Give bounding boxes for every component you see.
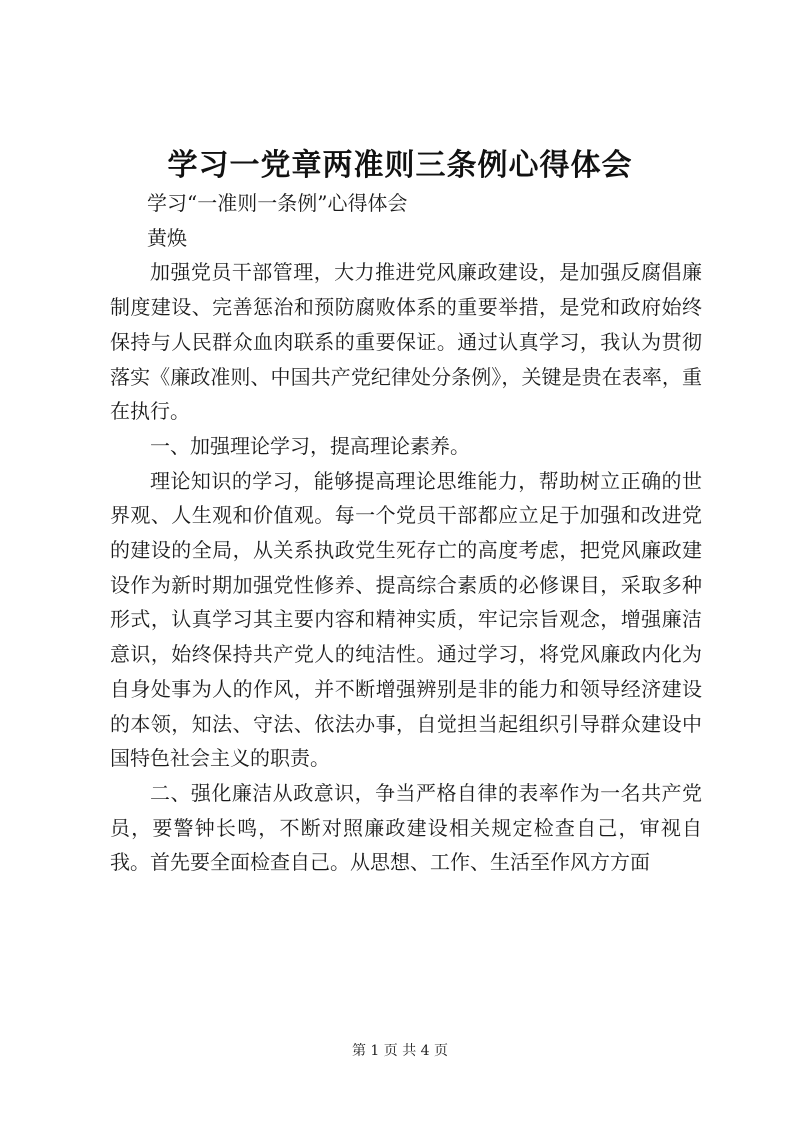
paragraph-theory: 理论知识的学习，能够提高理论思维能力，帮助树立正确的世界观、人生观和价值观。每一个党员干部都应立足于加强和改进党的建设的全局，从关系执政党生死存亡的高度考虑，把党风廉政建设作为新时期加强党性修养、提高综合素质的必修课目，采取多种形式，认真学习其主要内容和精神实质，牢记宗旨观念，增强廉洁意识，始终保持共产党人的纯洁性。通过学习，将党风廉政内化为自身处事为人的作风，并不断增强辨别是非的能力和领导经济建设的本领，知法、守法、依法办事，自觉担当起组织引导群众建设中国特色社会主义的职责。 bbox=[110, 468, 702, 771]
paragraph-section-2: 二、强化廉洁从政意识，争当严格自律的表率作为一名共产党员，要警钟长鸣，不断对照廉政建设相关规定检查自己，审视自我。首先要全面检查自己。从思想、工作、生活至作风方方面 bbox=[110, 780, 702, 875]
document-body bbox=[110, 186, 702, 880]
paragraph-intro: 加强党员干部管理，大力推进党风廉政建设，是加强反腐倡廉制度建设、完善惩治和预防腐败体系的重要举措，是党和政府始终保持与人民群众血肉联系的重要保证。通过认真学习，我认为贯彻落实《廉政准则、中国共产党纪律处分条例》，关键是贵在表率，重在执行。 bbox=[110, 260, 702, 424]
subtitle: 学习“一准则一条例”心得体会 bbox=[147, 191, 408, 215]
document-title: 学习一党章两准则三条例心得体会 bbox=[167, 148, 633, 183]
section-heading-1: 一、加强理论学习，提高理论素养。 bbox=[150, 433, 470, 458]
author-name: 黄焕 bbox=[147, 225, 187, 250]
page-footer: 第 1 页 共 4 页 bbox=[351, 1043, 449, 1059]
